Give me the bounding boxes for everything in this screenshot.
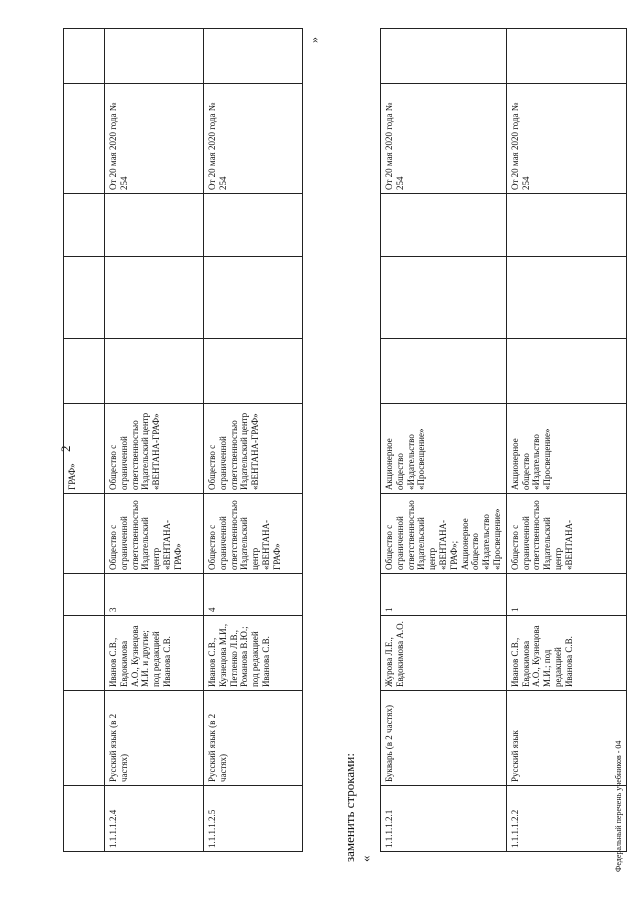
table-row [64,29,105,852]
table-row [506,29,626,852]
cell [204,29,303,84]
title-cell: Русский язык (в 2 частях) [105,691,204,786]
code-cell: 1.1.1.1.2.4 [105,786,204,852]
cell [64,494,105,574]
grade-cell: 1 [381,574,507,616]
upper-table [63,28,303,852]
publisher-cell: ГРАФ» [64,404,105,494]
cell [64,84,105,194]
table-row [381,29,507,852]
title-cell: Букварь (в 2 частях) [381,691,507,786]
publisher-cell: Общество с ограниченной ответственностью Издательский центр «ВЕНТАНА-ГРАФ»; Акционерное общество «Издательство «Просвещение» [381,494,507,574]
table-row [105,29,204,852]
cell [105,257,204,339]
publisher2-cell: Общество с ограниченной ответственностью Издательский центр «ВЕНТАНА-ГРАФ» [204,404,303,494]
publisher2-cell: Общество с ограниченной ответственностью Издательский центр «ВЕНТАНА-ГРАФ» [105,404,204,494]
cell [381,339,507,404]
cell [381,257,507,339]
cell [105,29,204,84]
publisher2-cell: Акционерное общество «Издательство «Просвещение» [381,404,507,494]
cell [204,339,303,404]
authors-cell: Журова Л.Е., Евдокимова А.О. [381,616,507,691]
lower-table [380,28,627,852]
code-cell: 1.1.1.1.2.1 [381,786,507,852]
cell [64,574,105,616]
code-cell: 1.1.1.1.2.2 [506,786,626,852]
cell [204,257,303,339]
authors-cell: Иванов С.В., Кузнецова М.И., Петленко Л.В., Романова В.Ю.; под редакцией Иванова С.В. [204,616,303,691]
footer-text: Федеральный перечень учебников - 04 [614,740,623,872]
authors-cell: Иванов С.В., Евдокимова А.О., Кузнецова М.И. и другие; под редакцией Иванова С.В. [105,616,204,691]
grade-cell: 4 [204,574,303,616]
cell [64,194,105,257]
cell [64,786,105,852]
title-cell: Русский язык [506,691,626,786]
grade-cell: 3 [105,574,204,616]
cell [64,691,105,786]
cell [381,29,507,84]
publisher-cell: Общество с ограниченной ответственностью Издательский центр «ВЕНТАНА- [506,494,626,574]
order-cell: От 20 мая 2020 года № 254 [506,84,626,194]
cell [381,194,507,257]
cell [506,257,626,339]
order-cell: От 20 мая 2020 года № 254 [105,84,204,194]
cell [64,339,105,404]
cell [105,194,204,257]
replace-caption: заменить строками: « [342,753,373,862]
open-quote: « [358,855,373,862]
cell [64,616,105,691]
publisher-cell: Общество с ограниченной ответственностью Издательский центр «ВЕНТАНА-ГРАФ» [105,494,204,574]
order-cell: От 20 мая 2020 года № 254 [204,84,303,194]
table-row [204,29,303,852]
cell [64,29,105,84]
publisher-cell: Общество с ограниченной ответственностью Издательский центр «ВЕНТАНА-ГРАФ» [204,494,303,574]
title-cell: Русский язык (в 2 частях) [204,691,303,786]
order-cell: От 20 мая 2020 года № 254 [381,84,507,194]
cell [204,194,303,257]
code-cell: 1.1.1.1.2.5 [204,786,303,852]
close-quote: » [307,37,321,43]
grade-cell: 1 [506,574,626,616]
cell [64,257,105,339]
publisher2-cell: Акционерное общество «Издательство «Просвещение» [506,404,626,494]
authors-cell: Иванов С.В., Евдокимова А.О., Кузнецова М.И.; под редакцией Иванова С.В. [506,616,626,691]
page-number: 2 [58,445,73,452]
cell [105,339,204,404]
cell [506,194,626,257]
cell [506,339,626,404]
cell [506,29,626,84]
